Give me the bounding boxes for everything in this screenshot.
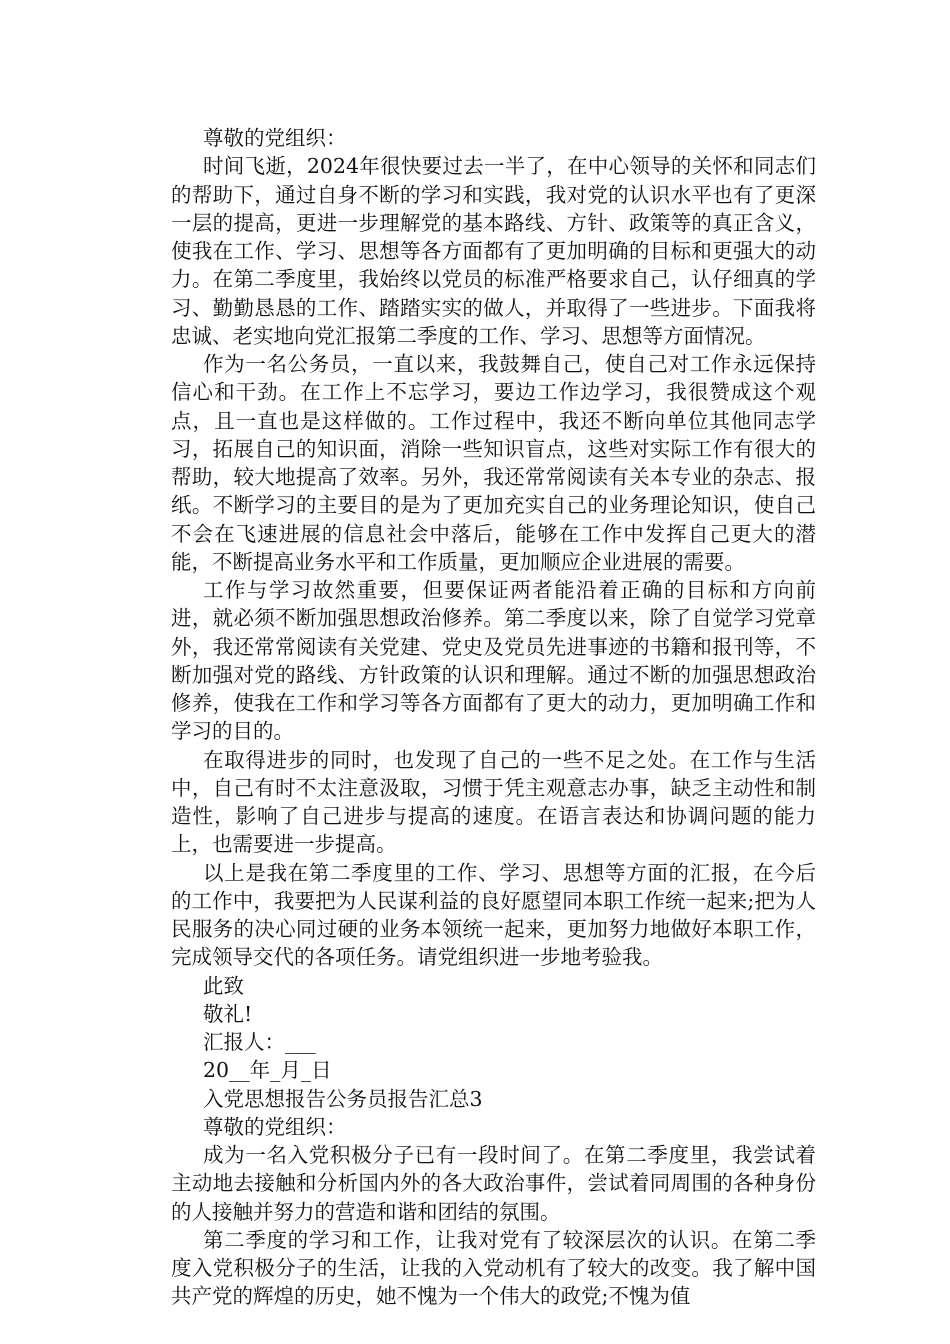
paragraph-intro: 时间飞逝，2024年很快要过去一半了，在中心领导的关怀和同志们的帮助下，通过自身不断的学习和实践，我对党的认识水平也有了更深一层的提高，更进一步理解党的基本路线、方针、政策等的真正含义，使我在工作、学习、思想等各方面都有了更加明确的目标和更强大的动力。在第二季度里，我始终以党员的标准严格要求自己，认仔细真的学习、勤勤恳恳的工作、踏踏实实的做人，并取得了一些进步。下面我将忠诚、老实地向党汇报第二季度的工作、学习、思想等方面情况。 — [171, 154, 816, 348]
paragraph-activist: 成为一名入党积极分子已有一段时间了。在第二季度里，我尝试着主动地去接触和分析国内外的各大政治事件，尝试着同周围的各种身份的人接触并努力的营造和谐和团结的氛围。 — [171, 1143, 816, 1224]
closing-jingli: 敬礼! — [203, 1001, 253, 1026]
reporter-line: 汇报人：___ — [203, 1030, 316, 1054]
document-body — [171, 124, 816, 1311]
salutation: 尊敬的党组织： — [203, 126, 347, 150]
paragraph-summary: 以上是我在第二季度里的工作、学习、思想等方面的汇报，在今后的工作中，我要把为人民谋利益的良好愿望同本职工作统一起来;把为人民服务的决心同过硬的业务本领统一起来，更加努力地做好本职工作，完成领导交代的各项任务。请党组织进一步地考验我。 — [171, 860, 816, 970]
paragraph-work: 作为一名公务员，一直以来，我鼓舞自己，使自己对工作永远保持信心和干劲。在工作上不忘学习，要边工作边学习，我很赞成这个观点，且一直也是这样做的。工作过程中，我还不断向单位其他同志学习，拓展自己的知识面，消除一些知识盲点，这些对实际工作有很大的帮助，较大地提高了效率。另外，我还常常阅读有关本专业的杂志、报纸。不断学习的主要目的是为了更加充实自己的业务理论知识，使自己不会在飞速进展的信息社会中落后，能够在工作中发挥自己更大的潜能，不断提高业务水平和工作质量，更加顺应企业进展的需要。 — [171, 352, 816, 574]
paragraph-shortcomings: 在取得进步的同时，也发现了自己的一些不足之处。在工作与生活中，自己有时不太注意汲取，习惯于凭主观意志办事，缺乏主动性和制造性，影响了自己进步与提高的速度。在语言表达和协调问题的能力上，也需要进一步提高。 — [171, 747, 816, 857]
section-title: 入党思想报告公务员报告汇总3 — [203, 1086, 483, 1111]
paragraph-study: 工作与学习故然重要，但要保证两者能沿着正确的目标和方向前进，就必须不断加强思想政治修养。第二季度以来，除了自觉学习党章外，我还常常阅读有关党建、党史及党员先进事迹的书籍和报刊等，不断加强对党的路线、方针政策的认识和理解。通过不断的加强思想政治修养，使我在工作和学习等各方面都有了更大的动力，更加明确工作和学习的目的。 — [171, 578, 816, 744]
date-line: 20__年_月_日 — [203, 1058, 332, 1083]
closing-cizhi: 此致 — [203, 973, 244, 998]
paragraph-understanding: 第二季度的学习和工作，让我对党有了较深层次的认识。在第二季度入党积极分子的生活，让我的入党动机有了较大的改变。我了解中国共产党的辉煌的历史，她不愧为一个伟大的政党;不愧为值 — [171, 1227, 816, 1309]
salutation-second: 尊敬的党组织： — [203, 1114, 347, 1139]
